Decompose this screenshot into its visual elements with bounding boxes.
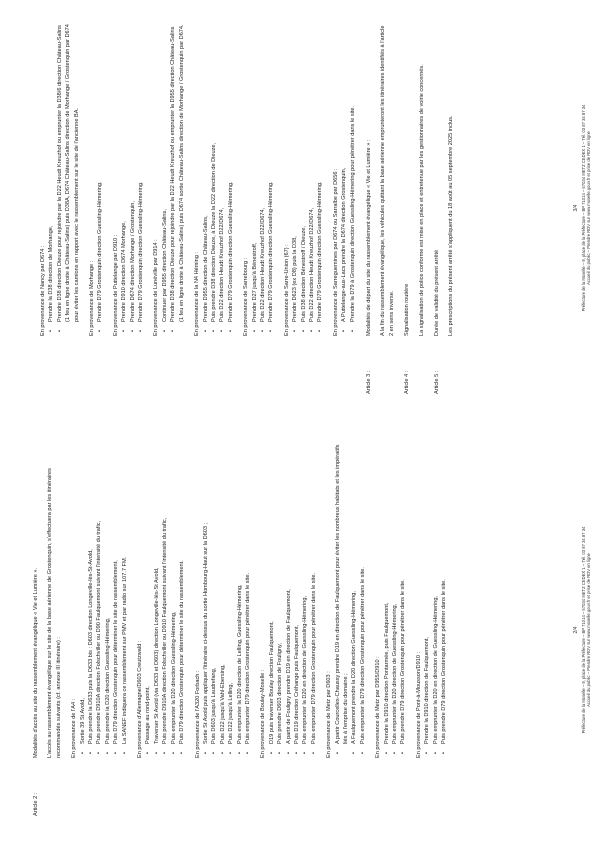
route-step: • Prendre D674 direction Morhange / Grostenquin, [129, 22, 137, 332]
route-step: • A Puttelange-aux-Lacs prendre la D674 direction Grostenquin, [340, 22, 348, 332]
route-step: • Prendre D79 Grostenquin direction Guessling-Hémering. [137, 22, 145, 332]
route-step: • Puis prendre la D20 direction Guessling-Hémering, [104, 444, 112, 754]
route-steps [334, 444, 368, 758]
route-step: • Prendre D79 Grostenquin direction Guessling-Hémering. [227, 22, 235, 332]
route-heading: En provenance d'Allemagne/D603 Creutzwald : [137, 640, 144, 758]
route-heading: En provenance de Sarrebourg : [243, 257, 250, 336]
route-step: • Puis emprunter la D79 direction Grostenquin pour pénétrer dans le site. [359, 444, 367, 754]
route-step: • Prendre D623 (ex D8) puis la D38, [291, 22, 299, 332]
route-block [70, 444, 129, 758]
route-step: • Puis D22 jusqu'à Vahl-Ebersing, [219, 444, 227, 754]
route-steps [383, 444, 408, 758]
article-2-title: Modalités d'accès au site du rassemblement évangélique « Vie et Lumière ». [33, 567, 39, 758]
article-2-intro: L'accès au rassemblement évangélique sur le site de la base aérienne de Grostenquin, s'effectuera par les itinéraires recommandés suivants (cf. annexe III itinéraire) : [47, 468, 62, 758]
route-step: • A Faulquemont prendre la D20 direction Guessling-Hémering, [350, 444, 358, 754]
route-step: • Puis D19 direction Créhange puis Faulquemont, [293, 444, 301, 754]
article-list [365, 22, 456, 394]
route-steps [268, 444, 318, 758]
route-step: • Prendre D79 Grostenquin direction Guessling-Hémering. [96, 22, 104, 332]
article-text: Les prescriptions du présent arrêté s'appliquent du 18 août au 05 septembre 2025 inclus. [448, 115, 455, 336]
route-heading: En provenance de Nancy par D674 : [40, 245, 46, 336]
route-step: • Puis prendre la D633 puis la D633 bis : D603 direction Longeville-lès-St-Avold, [87, 444, 95, 754]
route-steps [291, 22, 325, 336]
article-block [365, 22, 396, 394]
route-heading: En provenance de Metz par D603 : [326, 671, 333, 758]
article-title: Modalités de départ du site du rassemblement évangélique « Vie et Lumière » : [366, 139, 372, 336]
route-step: • Puis prendre D603 direction de Fouligny, [276, 444, 284, 754]
article-label: Article 5 : [434, 370, 441, 394]
route-block [259, 444, 318, 758]
route-step: • Prendre D38 direction Dieuze pour rejoindre par la D22 Heudt Kreuzhof ou emprunter la D955 direction Château-Salins (1 feu en ligne droite à Château-Salins) puis D674 sortie Château-Salins direction de Morhange / Grostenquin par D674. [169, 22, 186, 332]
route-step: • Puis emprunter la D20 direction de Guessling-Hémering, [391, 444, 399, 754]
article-text: La signalisation de police conforme est mise en place et entretenue par les gestionnaires de voirie concernés. [418, 64, 425, 336]
route-step: • Prendre la D910 direction de Faulquemont, [423, 444, 431, 754]
route-heading: En provenance de la N4 Héming : [194, 252, 201, 336]
route-step: • Prendre D955 direction de Château-Salins, [202, 22, 210, 332]
route-step: • Prendre D910 direction D674 Morhange, [120, 22, 128, 332]
route-step: • Puis prendre D910A direction Folschviller ou D910 Faulquemont suivant l'intensité du trafic, [161, 444, 169, 754]
route-heading: En provenance de Morhange : [89, 260, 96, 336]
route-heading: En provenance de Pont-à-Mousson/D910 : [415, 651, 422, 758]
route-block [242, 22, 276, 336]
route-step: • Puis emprunter la D20 direction de Lelling, Guessling-Hémering, [236, 444, 244, 754]
route-step: • Puis D79 direction Grostenquin pour déterminer le site de rassemblement, [112, 444, 120, 754]
route-block [374, 444, 408, 758]
route-block [152, 22, 186, 336]
article-block [403, 22, 426, 394]
route-steps [251, 22, 276, 336]
route-block [415, 444, 449, 758]
route-steps [47, 22, 81, 336]
route-step: • Sortie St Avold puis appliquer l'itinéraire ci-dessus du sortie Hombourg-Haut sur la D603 ; [202, 444, 210, 754]
route-step: • Puis emprunter D79 direction Grostenquin pour pénétrer dans le site. [244, 444, 252, 754]
route-step: • Puis D38 direction Bénestroff / Dieuze, [300, 22, 308, 332]
route-steps [340, 22, 357, 336]
route-step: • Continuer par D955 direction Château-Salins, [161, 22, 169, 332]
page-number: 3/4 [573, 204, 579, 212]
route-heading: En provenance de Metz par D955/D910 : [375, 656, 382, 758]
route-step: • Puis D22 direction Heudt Kreuzhof D22/D674, [218, 22, 226, 332]
footer-line: Accueil du public – Prendre RDV sur www.moselle.gouv.fr et prise de RDV en ligne [586, 553, 592, 707]
article-title: Durée de validité du présent arrêté [434, 249, 441, 336]
route-block [136, 444, 186, 758]
route-step: • Prendre D79 Grostenquin direction Guessling-Hémering. [267, 22, 275, 332]
route-block [325, 444, 367, 758]
route-step: • Puis prendre D38 direction Dieuze, à Dieuze la D22 direction de Dieuze, [210, 22, 218, 332]
article-block [433, 22, 456, 394]
route-steps [79, 444, 129, 758]
route-heading: En provenance de Sarre-Union (67) : [283, 244, 290, 336]
route-steps [202, 444, 252, 758]
route-steps [202, 22, 236, 336]
route-step: • Puis emprunter la D20 en direction de Guessling-Hémering, [432, 444, 440, 754]
article-2-block [32, 444, 448, 816]
route-steps [423, 444, 448, 758]
route-heading: En provenance de Sarreguemines par D674 ou Sarralbe par D656 : [332, 168, 339, 336]
route-step: • Prendre D38 direction Dieuze pour rejoindre par la D22 Heudt Kreuzhof ou emprunter la D38/6 direction Château-Salins (1 feu en ligne droite à Château-Salins) puis D38A, D674 Château-Salins direction de Morhange / Grostenquin par D674 pour éviter les camions en rapport avec le rassemblement sur le site de l'ancienne BA. [56, 22, 81, 332]
footer-line: Préfecture de la Moselle – 9, place de la Préfecture – BP 71014 – 57034 METZ CEDEX 1 – Tél. 03 87 34 87 34 [580, 104, 586, 312]
article-2-continued [39, 22, 357, 394]
route-heading: En provenance de Lunéville par D914 : [153, 239, 160, 336]
route-block [112, 22, 146, 336]
article-text: A la fin du rassemblement évangélique, les véhicules quittant la base aérienne emprunteront les itinéraires identifiés à l'article 2 en sens inverse. [380, 25, 395, 336]
route-step: • A partir Courcelles-Chaussy prendre D19 en direction de Faulquemont pour éviter les nombreux habitats et les impératifs liés à l'emprise du domaine ; [334, 444, 351, 754]
route-step: • Puis D22 direction Heudt Kreuzhof D22/D674, [259, 22, 267, 332]
route-step: • Passage au rond-point, [144, 444, 152, 754]
route-step: • Puis emprunter la D20 en direction de Guessling-Hémering, [301, 444, 309, 754]
footer-line: Accueil du public – Prendre RDV sur www.moselle.gouv.fr et prise de RDV en ligne [586, 131, 592, 285]
route-block [283, 22, 325, 336]
route-block [88, 22, 105, 336]
route-block [39, 22, 81, 336]
route-step: • Puis emprunter la D20 direction Guessling-Hémering, [170, 444, 178, 754]
page-3 [32, 22, 570, 394]
footer-page-2 [574, 444, 592, 816]
route-step: • Puis prendre D910A direction Folschviller ou D90 Faulquemont suivant l'intensité du trafic, [95, 444, 103, 754]
article-title: Signalisation routière [404, 283, 411, 336]
article-label: Article 4 : [404, 370, 411, 394]
article-2-label: Article 2 : [33, 792, 39, 816]
route-step: • Traverser St Avold (via D633 et D603) direction Longeville-lès-St Avold, [153, 444, 161, 754]
route-steps [144, 444, 186, 758]
route-step: • Puis D603 jusqu'à Laudrefang, [210, 444, 218, 754]
footer-line: Préfecture de la Moselle – 9, place de la Préfecture – BP 71014 – 57034 METZ CEDEX 1 – Tél. 03 87 34 87 34 [580, 526, 586, 734]
route-step: • Puis prendre D79 direction Grostenquin pour pénétrer dans le site. [399, 444, 407, 754]
route-step: • Puis D22 jusqu'à Lelling, [227, 444, 235, 754]
route-step: • Sortie 39 St Avold, [79, 444, 87, 754]
route-list [39, 22, 357, 336]
route-step: • La SANEF indiquera ce rassemblement sur PMV et par radio sur 107.7 FM. [121, 444, 129, 754]
route-step: • D19 puis traverser Boulay direction Faulquemont, [268, 444, 276, 754]
route-step: • Puis emprunter D79 direction Grostenquin pour pénétrer dans le site. [310, 444, 318, 754]
page-2 [32, 444, 570, 816]
route-list [70, 444, 448, 758]
route-step: • A partir de Fouligny prendre D19 en direction de Faulquemont, [285, 444, 293, 754]
route-heading: En provenance de Boulay-Moselle : [260, 669, 267, 758]
route-step: • Puis prendre D79 direction Grostenquin pour pénétrer dans le site. [440, 444, 448, 754]
route-step: • Prendre la D79 à Grostenquin direction Guessling-Hémering pour pénétrer dans le site. [349, 22, 357, 332]
route-step: • Prendre la D38 direction de Morhange, [47, 22, 55, 332]
route-heading: En provenance de l'A320 Forbach : [194, 670, 201, 758]
route-block [194, 444, 253, 758]
route-steps [96, 22, 104, 336]
route-step: • Prendre D27 jusqu'à Bénestroff, [251, 22, 259, 332]
page-number: 2/4 [573, 626, 579, 634]
route-heading: En provenance de l'A4 : [71, 698, 78, 758]
footer-page-3 [574, 22, 592, 394]
article-label: Article 3 : [366, 370, 372, 394]
route-step: • Prendre la D910 direction Pontarmée, puis Faulquemont, [383, 444, 391, 754]
route-step: • Puis D79 direction Grostenquin pour déterminer le site du rassemblement. [178, 444, 186, 754]
route-block [193, 22, 235, 336]
route-heading: En provenance de Puttelange par D910 : [112, 234, 119, 336]
route-step: • Puis D22 direction Heudt Kreuzhof D22/D674, [308, 22, 316, 332]
route-step: • Prendre D79 Grostenquin direction Guessling-Hémering. [316, 22, 324, 332]
route-steps [120, 22, 145, 336]
route-block [332, 22, 357, 336]
route-steps [161, 22, 186, 336]
